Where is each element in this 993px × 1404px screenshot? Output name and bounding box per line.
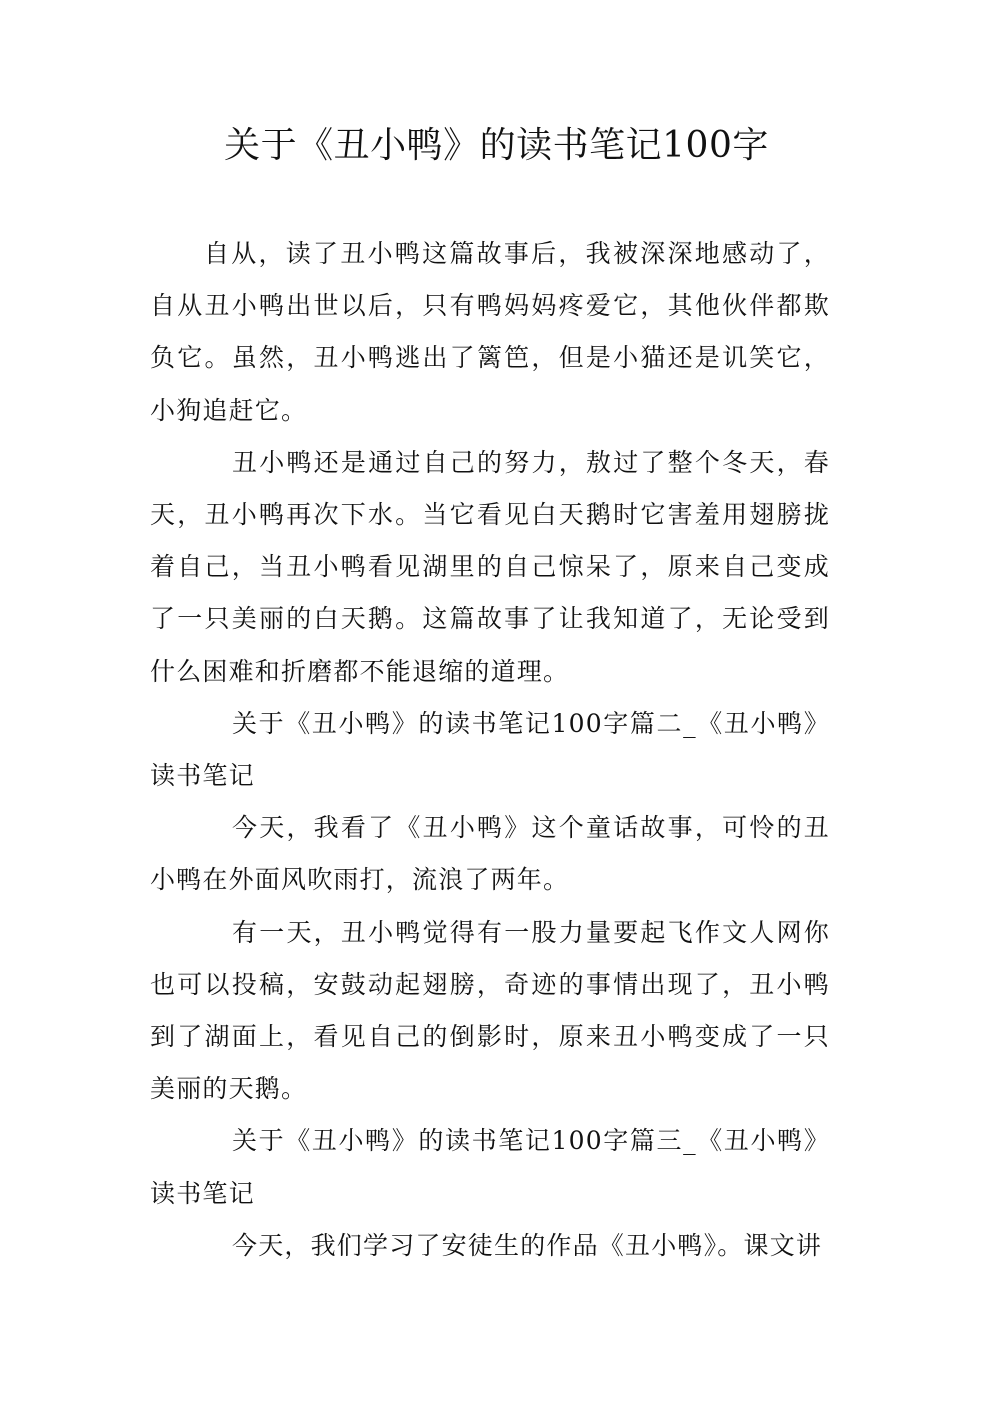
paragraph-5: 今天，我们学习了安徒生的作品《丑小鸭》。课文讲 <box>232 1230 823 1260</box>
paragraph-1: 自从，读了丑小鸭这篇故事后，我被深深地感动了，自从丑小鸭出世以后，只有鸭妈妈疼爱它，其他伙伴都欺负它。虽然，丑小鸭逃出了篱笆，但是小猫还是讥笑它，小狗追赶它。 <box>150 239 830 425</box>
section-heading-3: 关于《丑小鸭》的读书笔记100字篇三_《丑小鸭》读书笔记 <box>150 1126 830 1208</box>
paragraph-2: 丑小鸭还是通过自己的努力，敖过了整个冬天，春天，丑小鸭再次下水。当它看见白天鹅时它害羞用翅膀拢着自己，当丑小鸭看见湖里的自己惊呆了，原来自己变成了一只美丽的白天鹅。这篇故事了让我知道了，无论受到什么困难和折磨都不能退缩的道理。 <box>150 447 830 686</box>
document-body <box>150 228 830 1272</box>
document-title: 关于《丑小鸭》的读书笔记100字 <box>224 125 769 166</box>
section-heading-2: 关于《丑小鸭》的读书笔记100字篇二_《丑小鸭》读书笔记 <box>150 708 830 791</box>
paragraph-4: 有一天，丑小鸭觉得有一股力量要起飞作文人网你也可以投稿，安鼓动起翅膀，奇迹的事情出现了，丑小鸭到了湖面上，看见自己的倒影时，原来丑小鸭变成了一只美丽的天鹅。 <box>150 917 830 1104</box>
paragraph-3: 今天，我看了《丑小鸭》这个童话故事，可怜的丑小鸭在外面风吹雨打，流浪了两年。 <box>150 813 830 895</box>
